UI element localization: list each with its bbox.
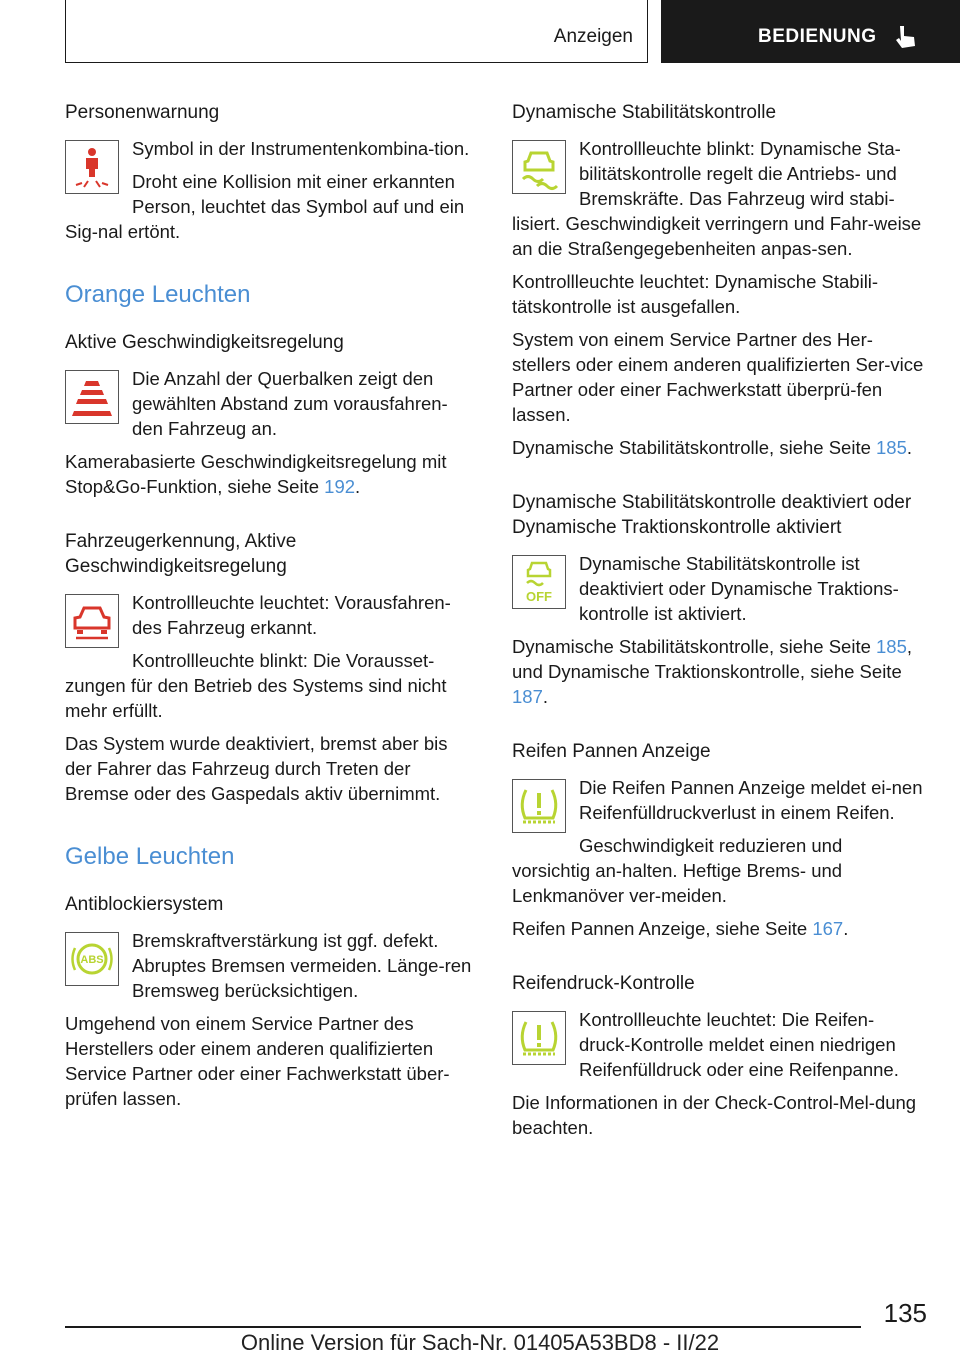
acc-text-2-end: . (355, 476, 361, 497)
flat-tire-title: Reifen Pannen Anzeige (512, 741, 711, 762)
dsc-off-title: Dynamische Stabilitätskontrolle deaktiviert oder Dynamische Traktionskontrolle aktiviert (512, 492, 912, 538)
abs-text-1: Bremskraftverstärkung ist ggf. defekt. Abruptes Bremsen vermeiden. Länge-ren Bremsweg berücksichtigen. (132, 930, 472, 1001)
person-warning-text-1: Symbol in der Instrumentenkombina-tion. (132, 138, 470, 159)
flat-tire-text-2: Geschwindigkeit reduzieren und vorsichtig an-halten. Heftige Brems- und Lenkmanöver ver-meiden. (512, 835, 843, 906)
flat-tire-entry (512, 739, 925, 941)
flat-tire-text-3-end: . (843, 918, 849, 939)
footer-text: Online Version für Sach-Nr. 01405A53BD8 - II/22 (240, 1330, 720, 1355)
vehicle-detection-text-2: Kontrollleuchte blinkt: Die Vorausset-zungen für den Betrieb des Systems sind nicht mehr erfüllt. (65, 650, 447, 721)
pedestrian-warning-icon (65, 140, 119, 194)
person-warning-entry (65, 100, 478, 244)
dsc-title: Dynamische Stabilitätskontrolle (512, 102, 777, 123)
flat-tire-page-link[interactable]: 167 (812, 918, 844, 939)
acc-text-2-body: Kamerabasierte Geschwindigkeitsregelung mit Stop&Go-Funktion, siehe Seite (65, 451, 447, 497)
tire-pressure-icon (512, 779, 566, 833)
header-section-label: Anzeigen (553, 26, 633, 47)
dsc-off-text-2b: , und Dynamische Traktionskontrolle, siehe Seite (512, 636, 913, 682)
dsc-off-text-2 (512, 634, 925, 709)
header-chapter-box (661, 0, 960, 63)
dsc-off-text-1: Dynamische Stabilitätskontrolle ist deaktiviert oder Dynamische Traktions-kontrolle ist aktiviert. (579, 553, 899, 624)
dsc-off-icon-label: OFF (526, 589, 552, 604)
person-warning-title: Personenwarnung (65, 102, 220, 123)
acc-entry (65, 330, 478, 499)
tire-pressure-monitor-icon (512, 1011, 566, 1065)
dsc-text-1: Kontrollleuchte blinkt: Dynamische Sta-bilitätskontrolle regelt die Antriebs- und Bremskräfte. Das Fahrzeug wird stabi-lisiert. Geschwindigkeit verringern und Fahr-weise an die Straßengegebenheiten anpas-sen. (512, 138, 922, 259)
dsc-text-4 (512, 435, 925, 460)
page-number: 135 (883, 1298, 927, 1328)
vehicle-detection-text-1: Kontrollleuchte leuchtet: Vorausfahren-des Fahrzeug erkannt. (132, 592, 451, 638)
abs-entry (65, 892, 478, 1111)
header-chapter-label: BEDIENUNG (758, 26, 877, 47)
dsc-entry (512, 100, 925, 460)
rdc-entry (512, 971, 925, 1140)
person-warning-text-2: Droht eine Kollision mit einer erkannten Person, leuchtet das Symbol auf und ein Sig-nal ertönt. (65, 171, 465, 242)
dsc-text-3: System von einem Service Partner des Her-stellers oder einem anderen qualifizierten Ser-vice Partner oder einer Fachwerkstatt überprü-fen lassen. (512, 329, 924, 425)
acc-text-2 (65, 449, 478, 499)
yellow-lights-heading: Gelbe Leuchten (65, 843, 235, 870)
dsc-off-page-link-2[interactable]: 187 (512, 686, 543, 707)
acc-text-1: Die Anzahl der Querbalken zeigt den gewählten Abstand zum vorausfahren-den Fahrzeug an. (132, 368, 448, 439)
abs-icon-label: ABS (80, 954, 104, 966)
dsc-text-4-end: . (906, 437, 913, 458)
header-section-box (65, 0, 648, 63)
dsc-off-entry (512, 490, 925, 709)
dsc-page-link[interactable]: 185 (876, 437, 907, 458)
rdc-text-2: Die Informationen in der Check-Control-Mel-dung beachten. (512, 1092, 917, 1138)
dsc-skid-icon (512, 140, 566, 194)
distance-bars-icon (65, 370, 119, 424)
dsc-off-text-2a: Dynamische Stabilitätskontrolle, siehe Seite (512, 636, 877, 657)
acc-page-link[interactable]: 192 (324, 476, 356, 497)
vehicle-detection-title: Fahrzeugerkennung, Aktive Geschwindigkeitsregelung (65, 531, 297, 577)
abs-warning-icon (65, 932, 119, 986)
dsc-off-icon (512, 555, 566, 609)
vehicle-ahead-icon (65, 594, 119, 648)
dsc-text-2: Kontrollleuchte leuchtet: Dynamische Stabili-tätskontrolle ist ausgefallen. (512, 271, 879, 317)
dsc-off-page-link-1[interactable]: 185 (876, 636, 907, 657)
pointing-hand-icon (894, 24, 918, 50)
acc-title: Aktive Geschwindigkeitsregelung (65, 332, 344, 353)
flat-tire-text-1: Die Reifen Pannen Anzeige meldet ei-nen Reifenfülldruckverlust in einem Reifen. (579, 777, 923, 823)
dsc-text-4-body: Dynamische Stabilitätskontrolle, siehe Seite (512, 437, 877, 458)
left-column (65, 100, 478, 1119)
rdc-text-1: Kontrollleuchte leuchtet: Die Reifen-druck-Kontrolle meldet einen niedrigen Reifenfülldruck oder eine Reifenpanne. (579, 1009, 899, 1080)
rdc-title: Reifendruck-Kontrolle (512, 973, 695, 994)
right-column (512, 100, 925, 1148)
dsc-off-text-2-end: . (542, 686, 549, 707)
abs-text-2: Umgehend von einem Service Partner des Herstellers oder einem anderen qualifizierten Service Partner oder einer Fachwerkstatt über-prüfen lassen. (65, 1013, 450, 1109)
orange-lights-heading: Orange Leuchten (65, 281, 251, 308)
flat-tire-text-3-body: Reifen Pannen Anzeige, siehe Seite (512, 918, 813, 939)
vehicle-detection-text-3: Das System wurde deaktiviert, bremst aber bis der Fahrer das Fahrzeug durch Treten der Bremse oder des Gaspedals aktiv übernimmt. (65, 733, 448, 804)
abs-title: Antiblockiersystem (65, 894, 224, 915)
vehicle-detection-entry (65, 529, 478, 806)
flat-tire-text-3 (512, 916, 925, 941)
footer-divider (65, 1326, 861, 1328)
